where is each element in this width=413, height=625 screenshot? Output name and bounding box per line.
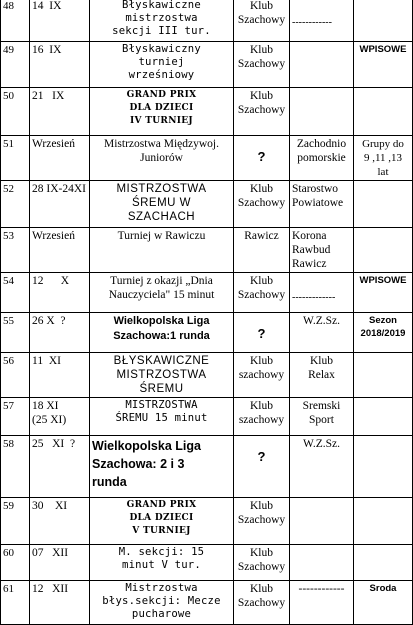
event-name-line: Błyskawiczny bbox=[122, 43, 201, 55]
event-place-line: Szachowy bbox=[237, 597, 286, 609]
row-number: 61 bbox=[1, 581, 30, 625]
event-place bbox=[234, 0, 290, 42]
event-note bbox=[354, 181, 413, 228]
event-date: 12 X bbox=[30, 273, 90, 313]
event-organizer bbox=[290, 498, 354, 545]
event-organizer bbox=[290, 136, 354, 181]
table-row bbox=[1, 398, 413, 436]
event-date: 12 XII bbox=[30, 581, 90, 625]
event-name-line: sekcji III tur. bbox=[112, 25, 211, 37]
event-name-line: ŚREMU W bbox=[131, 197, 192, 209]
event-name-line: turniej bbox=[138, 56, 185, 68]
event-place-line: Klub bbox=[250, 0, 273, 12]
row-number: 54 bbox=[1, 273, 30, 313]
event-name-line: Błyskawiczne bbox=[122, 0, 201, 11]
event-name bbox=[90, 88, 234, 136]
event-organizer-line: Powiatowe bbox=[292, 197, 344, 209]
event-organizer bbox=[290, 581, 354, 625]
row-number: 55 bbox=[1, 313, 30, 353]
table-row bbox=[1, 181, 413, 228]
row-number: 51 bbox=[1, 136, 30, 181]
event-place-line: Szachowy bbox=[237, 514, 286, 526]
event-place-line: Klub bbox=[250, 90, 273, 102]
event-organizer-line: ------------ bbox=[292, 17, 332, 28]
table-row bbox=[1, 581, 413, 625]
event-place-line: ? bbox=[257, 449, 266, 464]
event-place-line: Szachowy bbox=[237, 289, 286, 301]
event-date: Wrzesień bbox=[30, 136, 90, 181]
row-number: 60 bbox=[1, 545, 30, 581]
event-organizer bbox=[290, 398, 354, 436]
event-place bbox=[234, 353, 290, 398]
event-date: Wrzesień bbox=[30, 228, 90, 273]
event-name bbox=[90, 353, 234, 398]
event-date: 25 XI ? bbox=[30, 436, 90, 498]
event-place bbox=[234, 136, 290, 181]
event-name-line: BŁYSKAWICZNE bbox=[113, 355, 210, 367]
event-organizer bbox=[290, 0, 354, 42]
event-organizer bbox=[290, 42, 354, 88]
event-place bbox=[234, 228, 290, 273]
event-name-line: pucharowe bbox=[131, 608, 192, 620]
event-organizer-line: pomorskie bbox=[297, 152, 346, 164]
table-row bbox=[1, 42, 413, 88]
event-note bbox=[354, 313, 413, 353]
event-place-line: Szachowy bbox=[237, 14, 286, 26]
event-date: 26 X ? bbox=[30, 313, 90, 353]
event-name bbox=[90, 181, 234, 228]
event-name bbox=[90, 0, 234, 42]
event-place-line: Szachowy bbox=[237, 561, 286, 573]
event-name-line: IV TURNIEJ bbox=[130, 116, 193, 126]
row-number: 59 bbox=[1, 498, 30, 545]
event-name-line: DLA DZIECI bbox=[129, 513, 194, 523]
event-note bbox=[354, 88, 413, 136]
event-date: 07 XII bbox=[30, 545, 90, 581]
event-name-line: Turniej w Rawiczu bbox=[117, 230, 206, 242]
table-row bbox=[1, 0, 413, 42]
event-name-line: ŚREMU 15 minut bbox=[115, 412, 208, 424]
event-place-line: Szachowy bbox=[237, 197, 286, 209]
event-name-line: MISTRZOSTWA bbox=[116, 369, 207, 381]
table-row bbox=[1, 353, 413, 398]
event-organizer-line: Zachodnio bbox=[296, 138, 347, 150]
event-organizer-line: W.Z.Sz. bbox=[303, 315, 340, 327]
event-name bbox=[90, 273, 234, 313]
row-number: 50 bbox=[1, 88, 30, 136]
table-row bbox=[1, 273, 413, 313]
event-place bbox=[234, 88, 290, 136]
event-note bbox=[354, 545, 413, 581]
event-name-line: ŚREMU bbox=[139, 383, 184, 395]
row-number: 52 bbox=[1, 181, 30, 228]
event-name bbox=[90, 136, 234, 181]
row-number: 48 bbox=[1, 0, 30, 42]
event-name-line: Nauczyciela" 15 minut bbox=[108, 289, 215, 301]
event-place-line: Szachowy bbox=[237, 104, 286, 116]
event-note-line: lat bbox=[377, 166, 389, 178]
event-organizer-line: Korona bbox=[292, 230, 327, 242]
table-row bbox=[1, 498, 413, 545]
event-place-line: szachowy bbox=[238, 414, 285, 426]
event-name-line: SZACHACH bbox=[127, 211, 196, 223]
event-place bbox=[234, 398, 290, 436]
row-number: 56 bbox=[1, 353, 30, 398]
event-date: 30 XI bbox=[30, 498, 90, 545]
row-number: 53 bbox=[1, 228, 30, 273]
event-place bbox=[234, 436, 290, 498]
event-name-line: MISTRZOSTWA bbox=[116, 183, 207, 195]
event-name-line: Mistrzostwa Międzywoj. bbox=[104, 138, 219, 150]
event-organizer-line: Rawicz bbox=[292, 258, 327, 270]
event-note-line: WPISOWE bbox=[359, 275, 407, 286]
event-name-line: V TURNIEJ bbox=[132, 526, 191, 536]
event-name bbox=[90, 398, 234, 436]
event-note bbox=[354, 398, 413, 436]
event-place-line: Klub bbox=[250, 275, 273, 287]
event-name bbox=[90, 313, 234, 353]
event-name-line: wrześniowy bbox=[128, 69, 195, 81]
event-name-line: Wielkopolska Liga bbox=[113, 315, 210, 327]
event-note bbox=[354, 498, 413, 545]
event-place bbox=[234, 273, 290, 313]
event-date: 18 XI (25 XI) bbox=[30, 398, 90, 436]
event-place-line: Klub bbox=[250, 355, 273, 367]
event-name-line: błys.sekcji: Mecze bbox=[102, 595, 221, 607]
event-note-line: Grupy do bbox=[362, 138, 404, 150]
event-organizer bbox=[290, 545, 354, 581]
event-note bbox=[354, 353, 413, 398]
event-note-line: Sezon bbox=[369, 315, 397, 326]
event-place bbox=[234, 313, 290, 353]
event-name-line: mistrzostwa bbox=[125, 12, 198, 24]
event-note bbox=[354, 273, 413, 313]
event-place-line: Klub bbox=[250, 500, 273, 512]
event-note-line: WPISOWE bbox=[359, 44, 407, 55]
event-place-line: Szachowy bbox=[237, 58, 286, 70]
event-place bbox=[234, 545, 290, 581]
event-organizer-line: ------------- bbox=[292, 292, 336, 303]
table-row bbox=[1, 228, 413, 273]
schedule-body bbox=[1, 0, 413, 625]
event-note bbox=[354, 436, 413, 498]
event-note bbox=[354, 228, 413, 273]
table-row bbox=[1, 313, 413, 353]
event-date: 28 IX-24XI bbox=[30, 181, 90, 228]
event-place-line: ? bbox=[257, 149, 266, 164]
event-name bbox=[90, 42, 234, 88]
event-organizer-line: W.Z.Sz. bbox=[303, 438, 340, 450]
event-name-line: GRAND PRIX bbox=[126, 500, 197, 510]
event-place-line: Klub bbox=[250, 183, 273, 195]
event-name-line: Wielkopolska Liga bbox=[92, 439, 201, 453]
event-organizer-line: ------------ bbox=[298, 583, 345, 595]
row-number: 49 bbox=[1, 42, 30, 88]
event-organizer bbox=[290, 273, 354, 313]
event-note-line: Sroda bbox=[369, 583, 397, 594]
event-date: 11 XI bbox=[30, 353, 90, 398]
event-name-line: Mistrzostwa bbox=[125, 582, 198, 594]
event-name bbox=[90, 498, 234, 545]
event-name bbox=[90, 545, 234, 581]
row-number: 58 bbox=[1, 436, 30, 498]
table-row bbox=[1, 436, 413, 498]
table-row bbox=[1, 545, 413, 581]
event-name bbox=[90, 436, 234, 498]
event-note bbox=[354, 581, 413, 625]
event-organizer bbox=[290, 181, 354, 228]
event-organizer-line: Sport bbox=[309, 414, 334, 426]
event-name-line: runda bbox=[92, 475, 127, 489]
event-organizer bbox=[290, 353, 354, 398]
event-place-line: Klub bbox=[250, 583, 273, 595]
event-place-line: Rawicz bbox=[244, 230, 279, 242]
row-number: 57 bbox=[1, 398, 30, 436]
event-note bbox=[354, 0, 413, 42]
table-row bbox=[1, 88, 413, 136]
event-name-line: GRAND PRIX bbox=[126, 90, 197, 100]
event-organizer bbox=[290, 228, 354, 273]
event-organizer bbox=[290, 88, 354, 136]
event-name-line: Turniej z okazji „Dnia bbox=[110, 275, 213, 287]
event-place bbox=[234, 581, 290, 625]
event-place-line: Klub bbox=[250, 44, 273, 56]
event-name bbox=[90, 228, 234, 273]
event-name-line: Juniorów bbox=[140, 152, 183, 164]
event-place bbox=[234, 42, 290, 88]
event-note bbox=[354, 136, 413, 181]
table-row bbox=[1, 136, 413, 181]
event-name-line: DLA DZIECI bbox=[129, 103, 194, 113]
event-name-line: Szachowa: 2 i 3 bbox=[92, 457, 185, 471]
event-date: 21 IX bbox=[30, 88, 90, 136]
event-organizer bbox=[290, 436, 354, 498]
event-name-line: M. sekcji: 15 bbox=[118, 546, 205, 558]
event-date: 16 IX bbox=[30, 42, 90, 88]
event-place-line: Klub bbox=[250, 547, 273, 559]
event-name-line: MISTRZOSTWA bbox=[125, 399, 198, 411]
event-note-line: 2018/2019 bbox=[360, 328, 406, 339]
event-place bbox=[234, 498, 290, 545]
event-place-line: szachowy bbox=[238, 369, 285, 381]
event-note bbox=[354, 42, 413, 88]
event-name-line: Szachowa:1 runda bbox=[113, 330, 210, 342]
event-name bbox=[90, 581, 234, 625]
event-organizer-line: Sremski bbox=[302, 400, 341, 412]
event-organizer-line: Rawbud bbox=[292, 244, 331, 256]
event-place-line: ? bbox=[257, 326, 266, 341]
event-organizer-line: Klub bbox=[310, 355, 333, 367]
event-place bbox=[234, 181, 290, 228]
event-organizer bbox=[290, 313, 354, 353]
event-date: 14 IX bbox=[30, 0, 90, 42]
event-organizer-line: Relax bbox=[308, 369, 335, 381]
event-note-line: 9 ,11 ,13 bbox=[363, 152, 403, 164]
event-name-line: minut V tur. bbox=[122, 559, 201, 571]
event-organizer-line: Starostwo bbox=[292, 183, 338, 195]
event-place-line: Klub bbox=[250, 400, 273, 412]
